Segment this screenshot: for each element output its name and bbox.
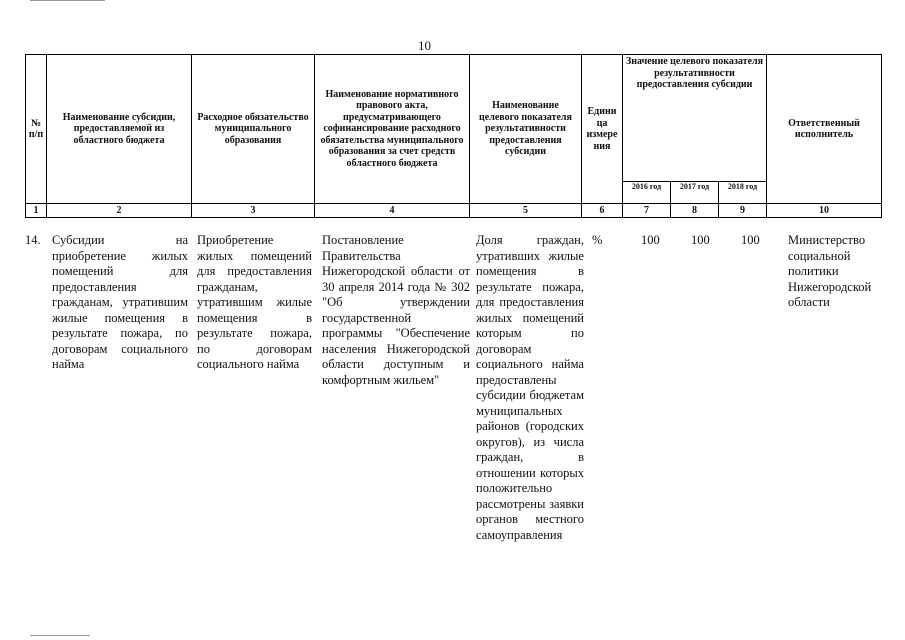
- page-number: 10: [418, 38, 431, 53]
- row-expense: Приобретение жилых помещений для предоставления гражданам, утратившим жилые помещения в результате пожара, по договорам социального найма: [197, 233, 312, 371]
- header-executor: Ответственный исполнитель: [767, 55, 882, 204]
- header-indicator: Наименование целевого показателя результативности предоставления субсидии: [470, 55, 582, 204]
- col-number-5: 5: [470, 204, 582, 218]
- col-number-4: 4: [315, 204, 470, 218]
- row-value-2017: 100: [691, 233, 710, 247]
- col-number-7: 7: [623, 204, 671, 218]
- header-values: Значение целевого показателя результативности предоставления субсидии: [623, 55, 767, 182]
- row-unit: %: [592, 233, 603, 247]
- header-table: [25, 54, 882, 218]
- header-year-2018: 2018 год: [719, 182, 767, 204]
- header-expense: Расходное обязательство муниципального образования: [192, 55, 315, 204]
- col-number-3: 3: [192, 204, 315, 218]
- col-number-2: 2: [47, 204, 192, 218]
- col-number-9: 9: [719, 204, 767, 218]
- header-unit: Едини ца измере ния: [582, 55, 623, 204]
- col-number-6: 6: [582, 204, 623, 218]
- col-number-10: 10: [767, 204, 882, 218]
- header-num: № п/п: [26, 55, 47, 204]
- col-number-1: 1: [26, 204, 47, 218]
- col-number-8: 8: [671, 204, 719, 218]
- top-rule: [30, 0, 105, 1]
- header-subsidy: Наименование субсидии, предоставляемой из областного бюджета: [47, 55, 192, 204]
- row-act: Постановление Правительства Нижегородской области от 30 апреля 2014 года № 302 "Об утверждении государственной программы "Обеспечение населения Нижегородской области доступным и комфортным жильем": [322, 233, 470, 387]
- row-number: 14.: [25, 233, 41, 247]
- header-year-2017: 2017 год: [671, 182, 719, 204]
- row-executor: Министерство социальной политики Нижегородской области: [788, 233, 872, 309]
- header-act: Наименование нормативного правового акта, предусматривающего софинансирование расходного обязательства муниципального образования за счет средств областного бюджета: [315, 55, 470, 204]
- row-value-2016: 100: [641, 233, 660, 247]
- row-value-2018: 100: [741, 233, 760, 247]
- row-indicator: Доля граждан, утративших жилые помещения в результате пожара, для предоставления жилых помещений которым по договорам социального найма предоставлены субсидии бюджетам муниципальных районов (городских округов), из числа граждан, в отношении которых положительно рассмотрены заявки органов местного самоуправления: [476, 233, 584, 542]
- row-subsidy: Субсидии на приобретение жилых помещений для предоставления гражданам, утратившим жилые помещения в результате пожара, по договорам социального найма: [52, 233, 188, 371]
- header-year-2016: 2016 год: [623, 182, 671, 204]
- bottom-rule: [30, 635, 90, 636]
